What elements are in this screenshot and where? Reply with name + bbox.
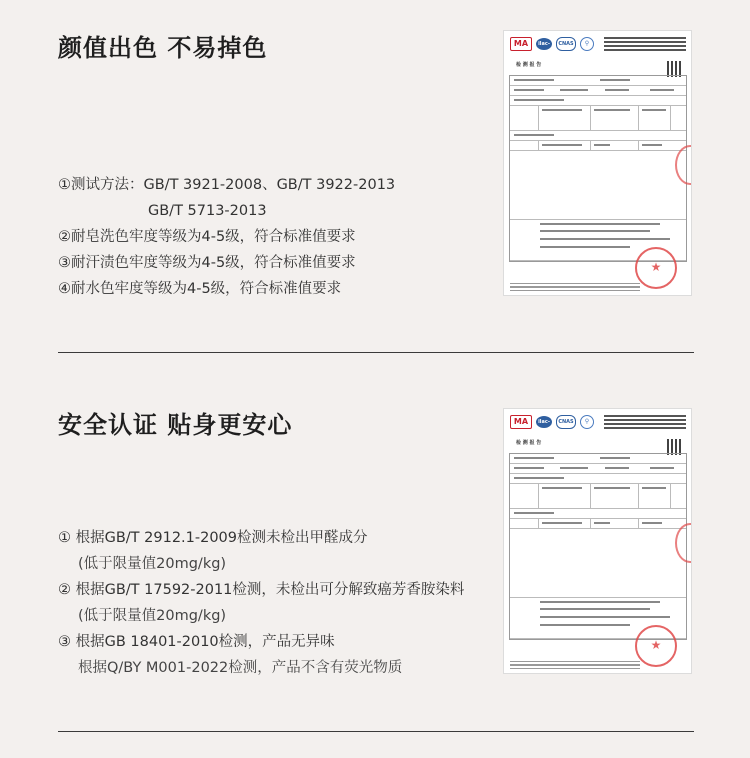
certification-list [58, 525, 464, 681]
lab-logo: ⚲ [580, 415, 594, 429]
colorfastness-section [0, 0, 750, 352]
test-method-line-cont: GB/T 5713-2013 [148, 203, 267, 219]
water-result: ④耐水色牢度等级为4-5级，符合标准值要求 [58, 281, 342, 297]
sweat-result: ③耐汗渍色牢度等级为4-5级，符合标准值要求 [58, 255, 356, 271]
report-footer-lines [510, 281, 640, 292]
cnas-logo: CNAS [556, 37, 576, 51]
lab-logo: ⚲ [580, 37, 594, 51]
section-title: 安全认证 贴身更安心 [58, 411, 293, 439]
ilac-logo: ilac-MRA [536, 38, 552, 50]
cnas-logo: CNAS [556, 415, 576, 429]
section-title: 颜值出色 不易掉色 [58, 34, 268, 62]
aromatic-amine-limit: (低于限量值20mg/kg) [78, 608, 227, 624]
section-divider [58, 731, 694, 732]
report-table [509, 453, 687, 640]
report-table [509, 75, 687, 262]
test-method-line: ①测试方法：GB/T 3921-2008、GB/T 3922-2013 [58, 177, 396, 193]
report-title: 检 测 报 告 [516, 440, 542, 446]
report-footer-lines [510, 659, 640, 670]
soap-wash-result: ②耐皂洗色牢度等级为4-5级，符合标准值要求 [58, 229, 356, 245]
odor-result: ③ 根据GB 18401-2010检测，产品无异味 [58, 634, 335, 650]
test-report-image [503, 30, 692, 296]
test-results-list [58, 172, 395, 302]
safety-certification-section [0, 353, 750, 731]
lab-name-lines [604, 415, 686, 431]
ma-logo: MA [510, 415, 532, 429]
ma-logo: MA [510, 37, 532, 51]
formaldehyde-result: ① 根据GB/T 2912.1-2009检测未检出甲醛成分 [58, 530, 368, 546]
red-seal-stamp: ★ [635, 247, 677, 289]
ilac-logo: ilac-MRA [536, 416, 552, 428]
aromatic-amine-result: ② 根据GB/T 17592-2011检测，未检出可分解致癌芳香胺染料 [58, 582, 465, 598]
test-report-image [503, 408, 692, 674]
report-title: 检 测 报 告 [516, 62, 542, 68]
red-seal-stamp: ★ [635, 625, 677, 667]
lab-name-lines [604, 37, 686, 53]
fluorescent-result: 根据Q/BY M001-2022检测，产品不含有荧光物质 [78, 660, 403, 676]
formaldehyde-limit: (低于限量值20mg/kg) [78, 556, 227, 572]
